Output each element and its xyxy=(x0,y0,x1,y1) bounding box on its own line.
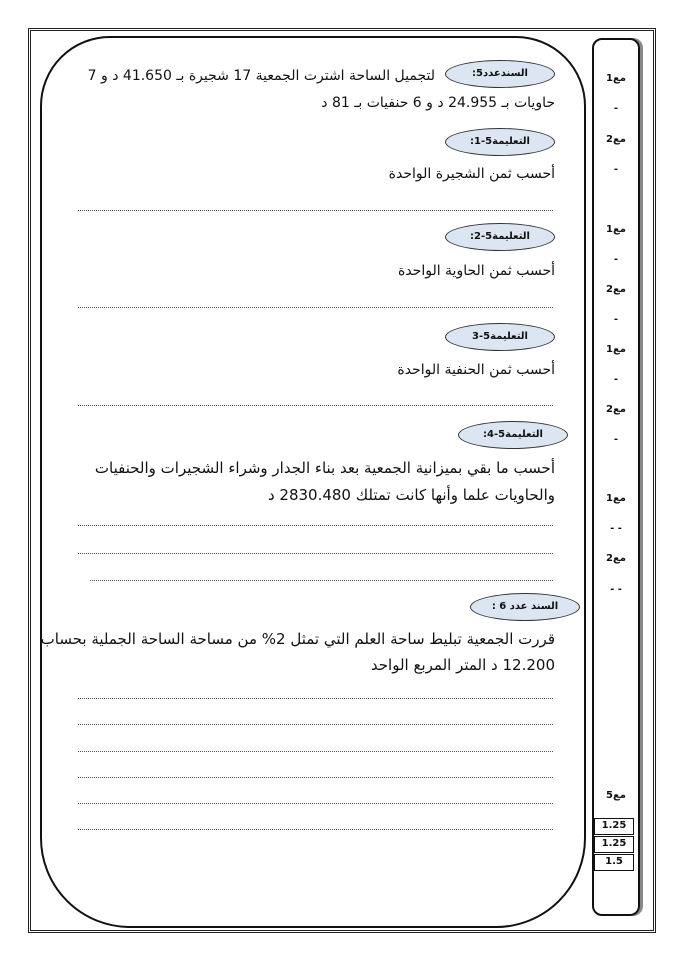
dash: - - xyxy=(610,523,622,534)
sanad6-line2: 12.200 د المتر المربع الواحد xyxy=(370,656,555,674)
t3-label: التعليمة5-3 xyxy=(445,323,555,351)
sanad5-label: السندعدد5: xyxy=(445,60,555,88)
dash: - xyxy=(613,164,619,175)
score-box: 1.25 xyxy=(594,818,634,835)
sanad6-line1: قررت الجمعية تبليط ساحة العلم التي تمثل 2% من مساحة الساحة الجملية بحساب xyxy=(40,630,555,648)
dash: - - xyxy=(610,584,622,595)
sanad5-line1: لتجميل الساحة اشترت الجمعية 17 شجيرة بـ 41.650 د و 7 xyxy=(87,68,435,84)
t2-label: التعليمة5-2: xyxy=(445,223,555,251)
sanad6-label: السند عدد 6 : xyxy=(470,593,580,621)
t4-line1: أحسب ما بقي بميزانية الجمعية بعد بناء الجدار وشراء الشجيرات والحنفيات xyxy=(94,459,555,477)
t4-line2: والحاويات علما وأنها كانت تمتلك 2830.480 د xyxy=(267,486,555,504)
answer-line[interactable] xyxy=(78,803,553,804)
answer-line[interactable] xyxy=(90,580,553,581)
answer-line[interactable] xyxy=(78,210,553,211)
criterion: مع5 xyxy=(606,790,626,801)
criterion: مع1 xyxy=(606,344,626,355)
answer-line[interactable] xyxy=(78,307,553,308)
criterion: مع2 xyxy=(606,284,626,295)
criterion: مع2 xyxy=(606,553,626,564)
criterion: مع1 xyxy=(606,493,626,504)
t4-label: التعليمة5-4: xyxy=(458,421,568,449)
t3-text: أحسب ثمن الحنفية الواحدة xyxy=(397,362,555,378)
answer-line[interactable] xyxy=(78,698,553,699)
answer-line[interactable] xyxy=(78,724,553,725)
dash: - xyxy=(613,314,619,325)
criterion: مع1 xyxy=(606,224,626,235)
dash: - xyxy=(613,103,619,114)
t1-label: التعليمة5-1: xyxy=(445,128,555,156)
criterion: مع2 xyxy=(606,404,626,415)
answer-line[interactable] xyxy=(78,829,553,830)
t2-text: أحسب ثمن الحاوية الواحدة xyxy=(397,263,555,279)
criterion: مع2 xyxy=(606,134,626,145)
answer-line[interactable] xyxy=(78,777,553,778)
answer-line[interactable] xyxy=(78,405,553,406)
sanad5-line2: حاويات بـ 24.955 د و 6 حنفيات بـ 81 د xyxy=(321,95,555,111)
score-box: 1.25 xyxy=(594,836,634,853)
dash: - xyxy=(613,374,619,385)
dash: - xyxy=(613,254,619,265)
t1-text: أحسب ثمن الشجيرة الواحدة xyxy=(388,166,555,182)
score-box: 1.5 xyxy=(594,854,634,871)
answer-line[interactable] xyxy=(78,751,553,752)
answer-line[interactable] xyxy=(78,525,553,526)
answer-line[interactable] xyxy=(78,553,553,554)
dash: - xyxy=(613,434,619,445)
criterion: مع1 xyxy=(606,73,626,84)
